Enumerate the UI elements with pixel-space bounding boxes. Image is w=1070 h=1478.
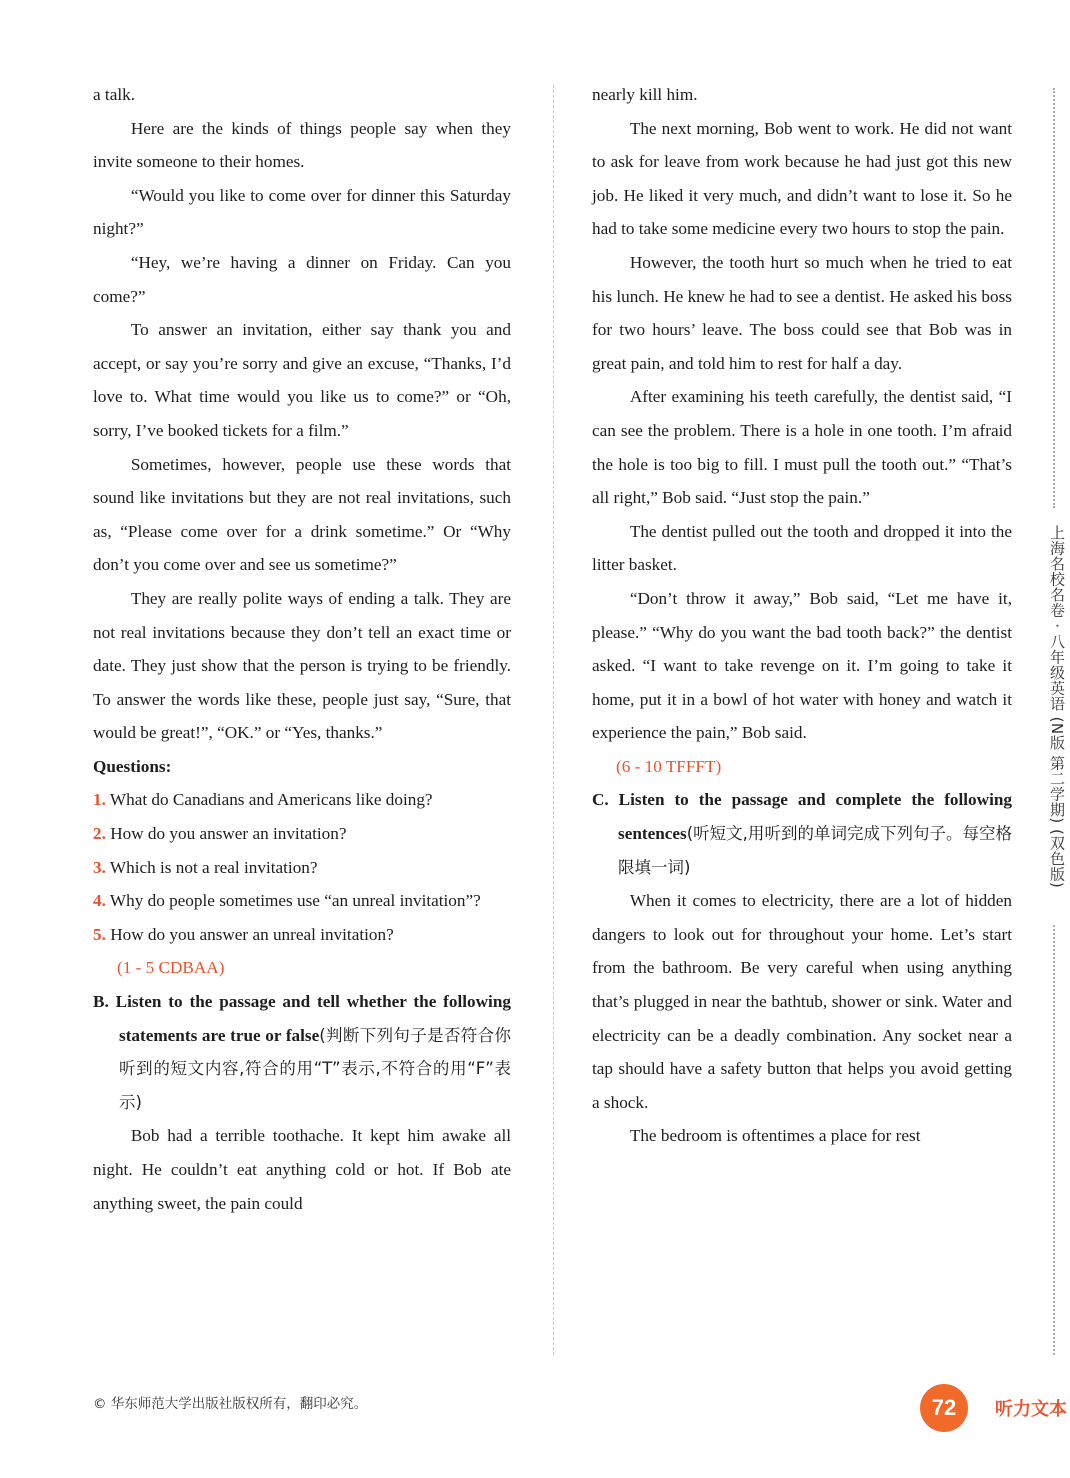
question-text: Which is not a real invitation? — [109, 857, 318, 877]
question-number: 1. — [93, 790, 106, 810]
page-number-badge: 72 — [920, 1384, 968, 1432]
paragraph: nearly kill him. — [592, 85, 698, 104]
paragraph: When it comes to electricity, there are a lot of hidden dangers to look out for throughout your home. Let’s start from the bathroom. Be very careful when using anything that’s plugged in near the bathtub, shower or sink. Water and electricity can be a deadly combination. Any socket near a tap should have a safety button that helps you avoid getting a shock. — [592, 891, 1012, 1112]
question-item — [93, 851, 511, 885]
section-c-instruction: (听短文,用听到的单词完成下列句子。每空格限填一词) — [618, 824, 1012, 877]
paragraph: Bob had a terrible toothache. It kept him awake all night. He couldn’t eat anything cold or hot. If Bob ate anything sweet, the pain could — [93, 1126, 511, 1213]
paragraph: After examining his teeth carefully, the dentist said, “I can see the problem. There is a hole in one tooth. I’m afraid the hole is too big to fill. I must pull the tooth out.” “That’s all right,” Bob said. “Just stop the pain.” — [592, 387, 1012, 508]
paragraph: Here are the kinds of things people say when they invite someone to their homes. — [93, 118, 511, 172]
paragraph: The bedroom is oftentimes a place for rest — [629, 1126, 921, 1146]
section-b-title: B. Listen to the passage and tell whether the following statements are true or false — [93, 992, 511, 1045]
answer-key: (6 - 10 TFFFT) — [616, 756, 722, 776]
question-item — [93, 884, 511, 918]
paragraph: “Hey, we’re having a dinner on Friday. Can you come?” — [93, 252, 511, 306]
question-number: 2. — [93, 824, 106, 844]
side-book-title: 上海名校名卷 · 八年级英语 (N版 第二学期) (双色版) — [1048, 525, 1066, 889]
section-b-heading — [93, 985, 511, 1119]
question-number: 4. — [93, 891, 106, 911]
paragraph: To answer an invitation, either say thank you and accept, or say you’re sorry and give an excuse, “Thanks, I’d love to. What time would you like us to come?” or “Oh, sorry, I’ve booked tickets for a film.” — [93, 320, 511, 440]
paragraph: Sometimes, however, people use these words that sound like invitations but they are not real invitations, such as, “Please come over for a drink sometime.” Or “Why don’t you come over and see us sometime?” — [93, 454, 511, 575]
paragraph: The next morning, Bob went to work. He did not want to ask for leave from work because he had just got this new job. He liked it very much, and didn’t want to lose it. So he had to take some medicine every two hours to stop the pain. — [592, 118, 1012, 239]
paragraph: However, the tooth hurt so much when he tried to eat his lunch. He knew he had to see a dentist. He asked his boss for two hours’ leave. The boss could see that Bob was in great pain, and told him to rest for half a day. — [592, 252, 1012, 373]
left-column — [93, 78, 511, 1220]
section-c-heading — [592, 783, 1012, 884]
answer-key: (1 - 5 CDBAA) — [117, 958, 225, 978]
paragraph: They are really polite ways of ending a talk. They are not real invitations because they don’t tell an exact time or date. They just show that the person is trying to be friendly. To answer the words like these, people just say, “Sure, that would be great!”, “OK.” or “Yes, thanks.” — [93, 588, 511, 743]
question-text: How do you answer an unreal invitation? — [110, 924, 394, 944]
section-c-title: C. Listen to the passage and complete the following sentences — [592, 790, 1012, 844]
column-divider — [553, 85, 554, 1355]
question-item — [93, 918, 511, 952]
question-text: Why do people sometimes use “an unreal invitation”? — [109, 891, 481, 911]
paragraph: a talk. — [93, 85, 135, 104]
right-column — [592, 78, 1012, 1153]
question-number: 5. — [93, 924, 106, 944]
question-text: How do you answer an invitation? — [110, 824, 347, 844]
copyright-notice: © 华东师范大学出版社版权所有，翻印必究。 — [93, 1396, 368, 1412]
paragraph: “Would you like to come over for dinner this Saturday night?” — [93, 185, 511, 239]
side-dotted-rule — [1053, 925, 1055, 1355]
section-label: 听力文本 — [995, 1399, 1067, 1420]
question-text: What do Canadians and Americans like doing? — [109, 790, 433, 810]
section-b-instruction: (判断下列句子是否符合你听到的短文内容,符合的用“T”表示,不符合的用“F”表示) — [119, 1025, 511, 1112]
question-item — [93, 817, 511, 851]
paragraph: “Don’t throw it away,” Bob said, “Let me have it, please.” “Why do you want the bad tooth back?” the dentist asked. “I want to take revenge on it. I’m going to take it home, put it in a bowl of hot water with honey and watch it experience the pain,” Bob said. — [592, 588, 1012, 743]
question-number: 3. — [93, 857, 106, 877]
paragraph: The dentist pulled out the tooth and dropped it into the litter basket. — [592, 521, 1012, 575]
side-dotted-rule — [1053, 88, 1055, 508]
questions-label: Questions: — [93, 756, 172, 776]
question-item — [93, 783, 511, 817]
